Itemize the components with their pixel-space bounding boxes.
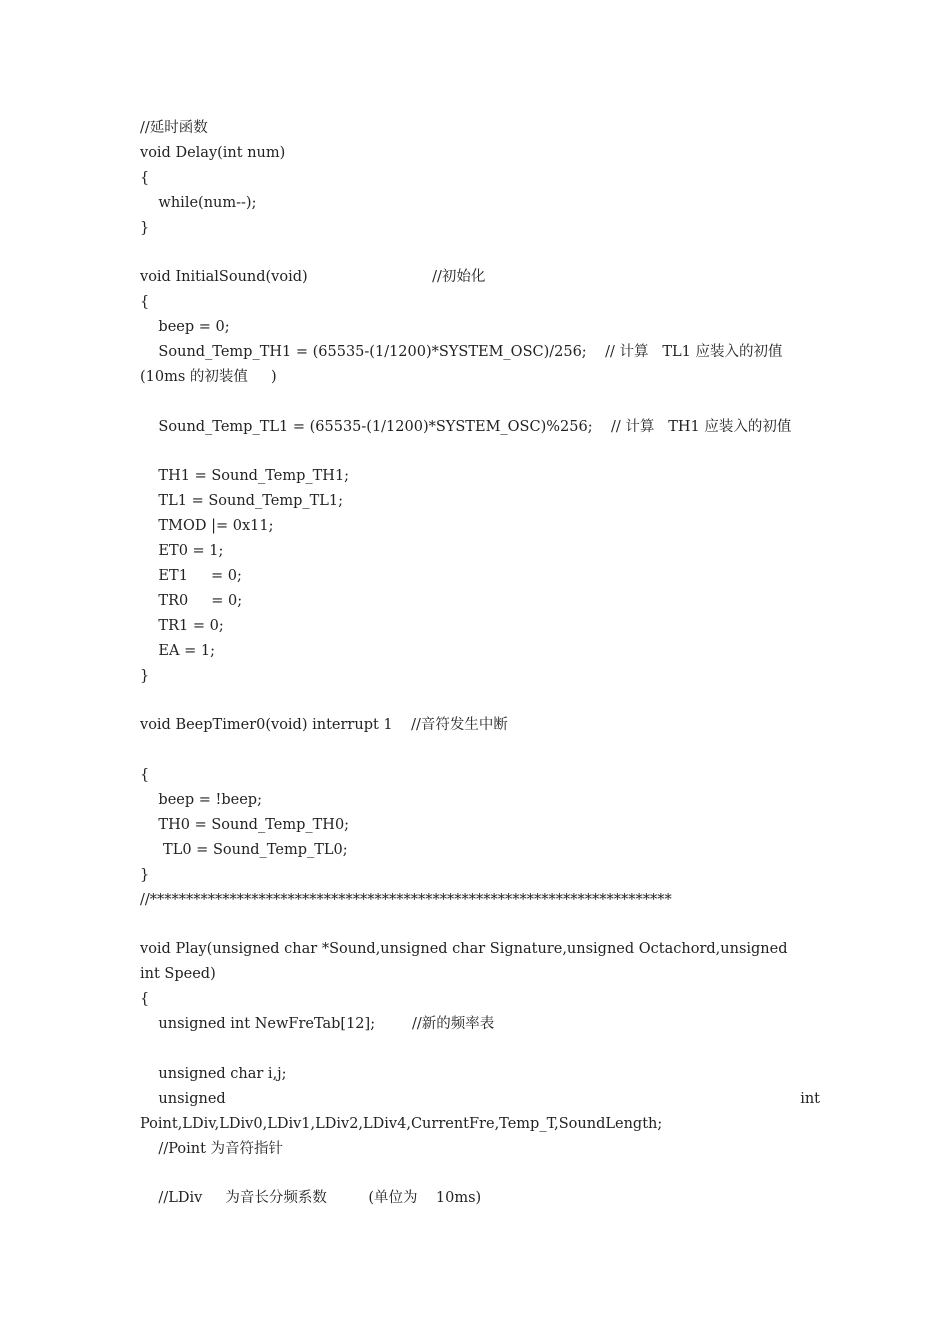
code-line: beep = !beep; bbox=[140, 792, 262, 809]
code-line: ET0 = 1; bbox=[140, 543, 224, 560]
code-line-right-part: int bbox=[800, 1090, 820, 1107]
code-line bbox=[140, 390, 820, 415]
code-line: void Delay(int num) bbox=[140, 144, 286, 161]
code-line: TL0 = Sound_Temp_TL0; bbox=[140, 841, 348, 858]
code-line: { bbox=[140, 169, 150, 186]
code-line: beep = 0; bbox=[140, 319, 230, 336]
code-line: //LDiv 为音长分频系数 (单位为 10ms) bbox=[140, 1190, 482, 1207]
code-line bbox=[140, 440, 820, 465]
code-line: EA = 1; bbox=[140, 642, 215, 659]
code-line: TH0 = Sound_Temp_TH0; bbox=[140, 816, 350, 833]
code-line: TL1 = Sound_Temp_TL1; bbox=[140, 493, 344, 510]
code-line: } bbox=[140, 667, 150, 684]
code-line: void InitialSound(void) //初始化 bbox=[140, 269, 486, 286]
code-line-justified bbox=[140, 1087, 820, 1112]
code-line: //Point 为音符指针 bbox=[140, 1140, 284, 1157]
code-line: TR1 = 0; bbox=[140, 617, 224, 634]
code-line: unsigned char i,j; bbox=[140, 1065, 287, 1082]
code-line: unsigned int NewFreTab[12]; //新的频率表 bbox=[140, 1016, 495, 1033]
code-line: (10ms 的初装值 ) bbox=[140, 368, 277, 385]
code-line: { bbox=[140, 767, 150, 784]
code-line: Sound_Temp_TH1 = (65535-(1/1200)*SYSTEM_OSC)/256; // 计算 TL1 应装入的初值 bbox=[140, 344, 783, 361]
code-line: while(num--); bbox=[140, 194, 257, 211]
code-line: //************************************************************************ bbox=[140, 891, 672, 908]
code-line bbox=[140, 240, 820, 265]
code-line: void BeepTimer0(void) interrupt 1 //音符发生中断 bbox=[140, 717, 508, 734]
code-line bbox=[140, 913, 820, 938]
code-line: ET1 = 0; bbox=[140, 568, 242, 585]
code-line: } bbox=[140, 219, 150, 236]
code-line: Point,LDiv,LDiv0,LDiv1,LDiv2,LDiv4,CurrentFre,Temp_T,SoundLength; bbox=[140, 1115, 663, 1132]
code-line bbox=[140, 1161, 820, 1186]
code-listing bbox=[140, 116, 820, 1211]
code-line: int Speed) bbox=[140, 966, 216, 983]
code-line: void Play(unsigned char *Sound,unsigned char Signature,unsigned Octachord,unsigned bbox=[140, 941, 788, 958]
code-line: TMOD |= 0x11; bbox=[140, 518, 274, 535]
code-line: TH1 = Sound_Temp_TH1; bbox=[140, 468, 350, 485]
code-line: //延时函数 bbox=[140, 120, 208, 136]
code-line: { bbox=[140, 991, 150, 1008]
code-line-left-part: unsigned bbox=[140, 1090, 226, 1107]
code-line: TR0 = 0; bbox=[140, 592, 243, 609]
code-line: } bbox=[140, 866, 150, 883]
code-line: Sound_Temp_TL1 = (65535-(1/1200)*SYSTEM_OSC)%256; // 计算 TH1 应装入的初值 bbox=[140, 418, 792, 435]
code-line bbox=[140, 688, 820, 713]
code-line: { bbox=[140, 294, 150, 311]
code-line bbox=[140, 738, 820, 763]
code-line bbox=[140, 1037, 820, 1062]
